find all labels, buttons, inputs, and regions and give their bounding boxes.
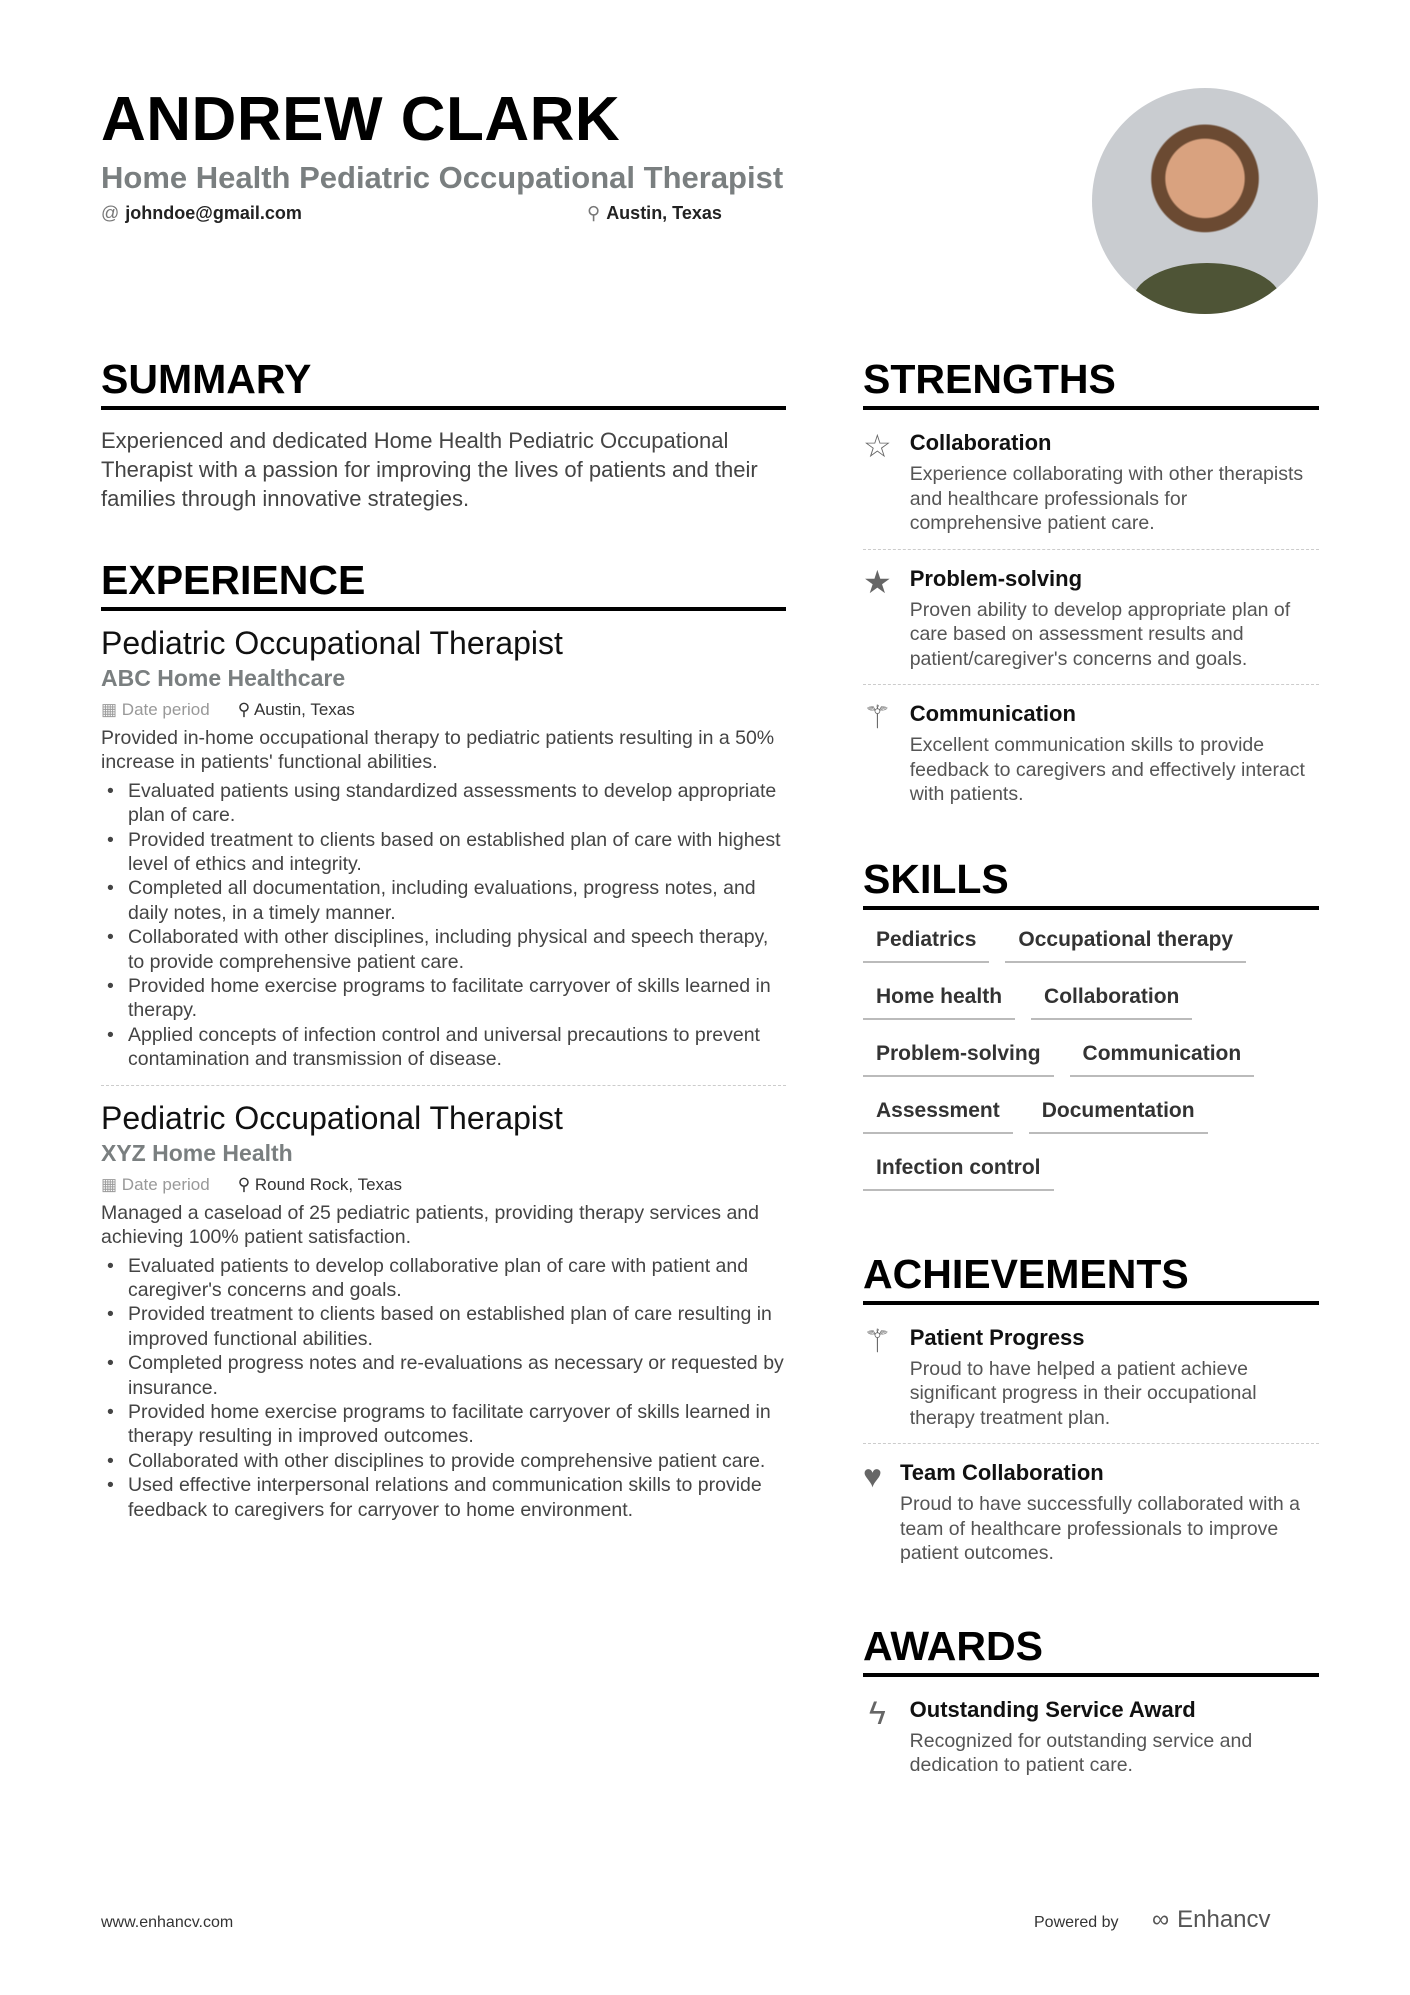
job-bullet: • Completed progress notes and re-evaluations as necessary or requested by insurance. — [101, 1351, 786, 1400]
strengths-item — [863, 684, 1319, 820]
job-bullet: • Provided home exercise programs to facilitate carryover of skills learned in therapy resulting in improved outcomes. — [101, 1400, 786, 1449]
calendar-icon: ▦ — [101, 700, 118, 719]
skill-tag: Home health — [863, 985, 1015, 1020]
company-name: ABC Home Healthcare — [101, 665, 346, 691]
job-bullet: • Applied concepts of infection control and universal precautions to prevent contamination and transmission of disease. — [101, 1023, 786, 1072]
item-text: Excellent communication skills to provide feedback to caregivers and effectively interact with patients. — [909, 734, 1305, 805]
contact-location — [587, 203, 722, 224]
job-bullet: • Used effective interpersonal relations and communication skills to provide feedback to caregivers for carryover to home environment. — [101, 1473, 786, 1522]
magic-wand-icon: ⚚ — [863, 699, 892, 735]
strengths-item — [863, 414, 1319, 549]
enhancv-logo-icon: ∞ — [1152, 1906, 1170, 1933]
left-column — [101, 356, 786, 1522]
calendar-icon: ▦ — [101, 1174, 118, 1194]
divider — [101, 1085, 786, 1086]
location-pin-icon: ⚲ — [237, 1174, 251, 1194]
job-bullet: • Evaluated patients to develop collaborative plan of care with patient and caregiver's concerns and goals. — [101, 1254, 786, 1303]
summary-heading: SUMMARY — [101, 356, 786, 410]
job-location — [238, 700, 355, 720]
item-title: Problem-solving — [909, 565, 1083, 591]
skill-tag: Infection control — [863, 1156, 1054, 1191]
candidate-title: Home Health Pediatric Occupational Therapist — [101, 160, 784, 195]
job-entry — [101, 623, 786, 1072]
skill-tag: Collaboration — [1031, 985, 1192, 1020]
at-icon: @ — [101, 203, 120, 223]
job-bullet: • Collaborated with other disciplines to provide comprehensive patient care. — [101, 1449, 786, 1473]
job-date — [101, 700, 210, 720]
item-text: Proud to have helped a patient achieve significant progress in their occupational therapy treatment plan. — [909, 1357, 1257, 1429]
footer-website[interactable]: www.enhancv.com — [101, 1914, 234, 1931]
candidate-name: ANDREW CLARK — [101, 85, 621, 154]
job-bullet: • Provided treatment to clients based on established plan of care resulting in improved functional abilities. — [101, 1302, 786, 1351]
lightning-icon: ϟ — [868, 1694, 886, 1731]
skill-tag: Documentation — [1029, 1099, 1208, 1134]
item-text: Proven ability to develop appropriate plan of care based on assessment results and patient/caregiver's concerns and goals. — [909, 598, 1291, 670]
job-bullet: • Provided treatment to clients based on established plan of care with highest level of ethics and integrity. — [101, 828, 786, 877]
achievements-item — [863, 1309, 1319, 1444]
job-date — [101, 1175, 210, 1195]
footer-powered-by: Powered by — [1034, 1914, 1119, 1931]
item-text: Proud to have successfully collaborated with a team of healthcare professionals to improve patient outcomes. — [900, 1493, 1300, 1564]
job-description: Managed a caseload of 25 pediatric patients, providing therapy services and achieving 100% patient satisfaction. — [101, 1201, 759, 1249]
profile-photo — [1092, 88, 1318, 314]
summary-text: Experienced and dedicated Home Health Pediatric Occupational Therapist with a passion for improving the lives of patients and their families through innovative strategies. — [101, 428, 758, 511]
item-text: Recognized for outstanding service and dedication to patient care. — [909, 1729, 1253, 1776]
job-entry — [101, 1098, 786, 1522]
awards-heading: AWARDS — [863, 1623, 1319, 1677]
item-title: Collaboration — [909, 430, 1052, 455]
job-bullet: • Collaborated with other disciplines, including physical and speech therapy, to provide comprehensive patient care. — [101, 925, 786, 974]
job-bullet: • Completed all documentation, including evaluations, progress notes, and daily notes, in a timely manner. — [101, 876, 786, 925]
job-location — [238, 1175, 402, 1195]
star-outline-icon: ☆ — [863, 428, 892, 464]
skill-tag: Occupational therapy — [1005, 928, 1246, 963]
heart-icon: ♥ — [863, 1458, 882, 1494]
skill-tag: Assessment — [863, 1099, 1013, 1134]
magic-wand-icon: ⚚ — [863, 1322, 892, 1359]
location-pin-icon: ⚲ — [587, 203, 601, 223]
enhancv-logo[interactable] — [1152, 1906, 1271, 1934]
brand-text: Enhancv — [1177, 1906, 1271, 1933]
skill-tag: Communication — [1070, 1042, 1255, 1077]
email-text: johndoe@gmail.com — [125, 203, 302, 223]
achievements-item — [863, 1443, 1319, 1579]
strengths-heading: STRENGTHS — [863, 356, 1319, 410]
location-text: Round Rock, Texas — [254, 1174, 402, 1194]
skills-heading: SKILLS — [863, 856, 1319, 910]
star-half-icon: ★ — [863, 563, 892, 600]
item-title: Communication — [909, 701, 1076, 726]
right-column — [863, 356, 1319, 1791]
experience-heading: EXPERIENCE — [101, 557, 786, 611]
company-name: XYZ Home Health — [101, 1139, 293, 1166]
achievements-heading: ACHIEVEMENTS — [863, 1251, 1319, 1305]
item-text: Experience collaborating with other therapists and healthcare professionals for comprehensive patient care. — [909, 463, 1304, 534]
date-text: Date period — [121, 1174, 210, 1194]
strengths-item — [863, 549, 1319, 685]
location-pin-icon: ⚲ — [237, 700, 251, 719]
skill-tag: Problem-solving — [863, 1042, 1054, 1077]
awards-item — [863, 1681, 1319, 1791]
job-bullet: • Provided home exercise programs to facilitate carryover of skills learned in therapy. — [101, 974, 786, 1023]
job-title: Pediatric Occupational Therapist — [101, 625, 563, 661]
item-title: Outstanding Service Award — [909, 1696, 1196, 1722]
skill-tag: Pediatrics — [863, 928, 989, 963]
item-title: Patient Progress — [909, 1324, 1085, 1350]
item-title: Team Collaboration — [900, 1460, 1104, 1485]
location-text: Austin, Texas — [606, 203, 722, 223]
job-bullet: • Evaluated patients using standardized assessments to develop appropriate plan of care. — [101, 779, 786, 828]
contact-email[interactable] — [101, 203, 302, 224]
location-text: Austin, Texas — [253, 700, 355, 719]
job-description: Provided in-home occupational therapy to pediatric patients resulting in a 50% increase in patients' functional abilities. — [101, 727, 775, 774]
date-text: Date period — [121, 700, 210, 719]
job-title: Pediatric Occupational Therapist — [101, 1099, 563, 1136]
